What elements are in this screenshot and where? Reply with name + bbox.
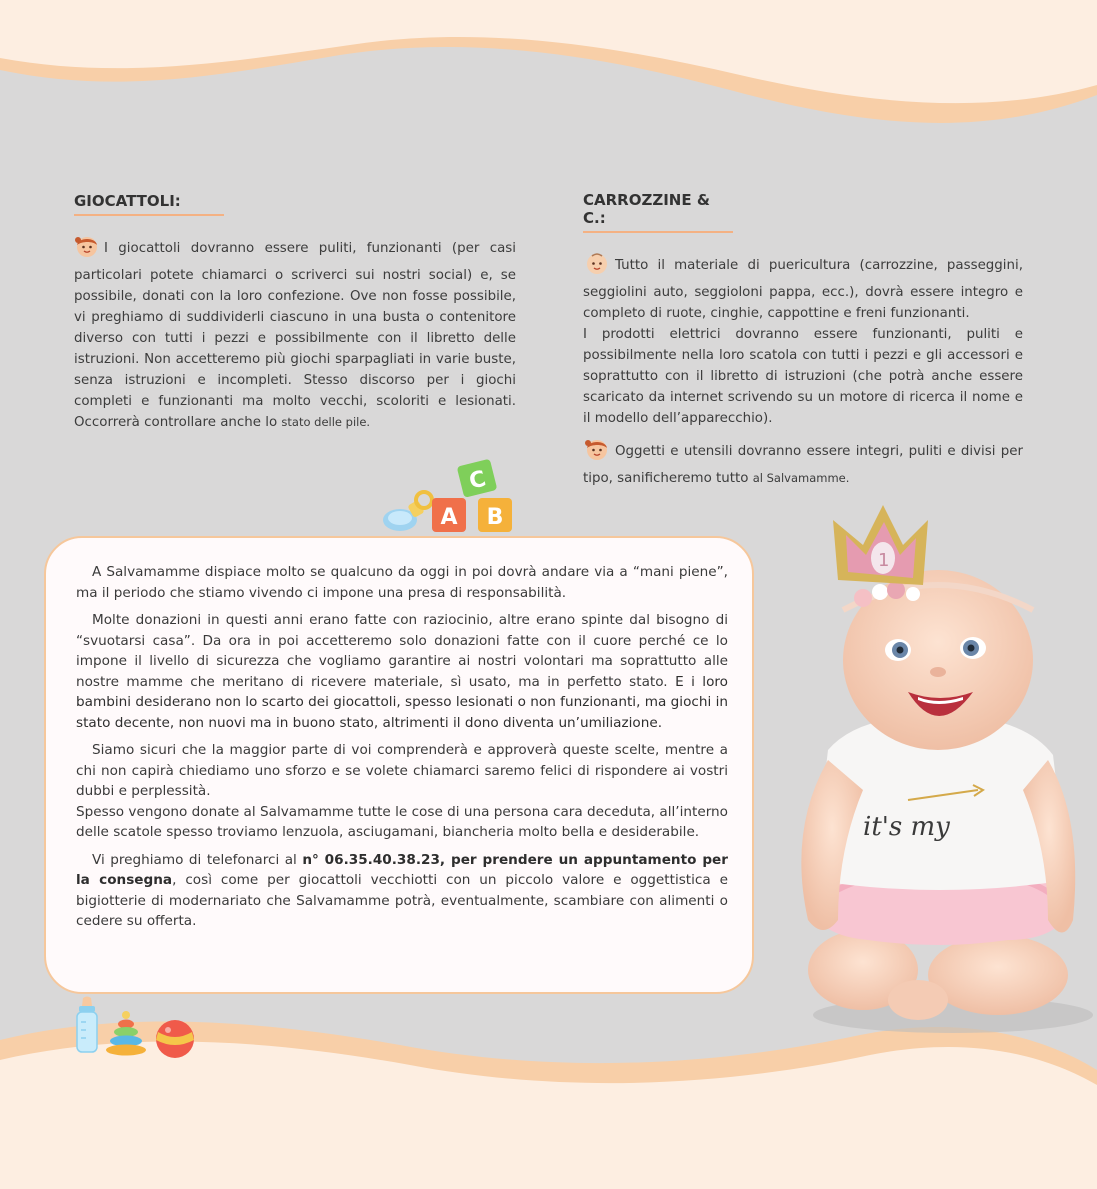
baby-bottle-icon xyxy=(72,996,102,1054)
svg-text:1: 1 xyxy=(878,550,890,571)
info-card xyxy=(44,536,754,994)
ball-icon xyxy=(154,1018,196,1060)
card-paragraph-3: Siamo sicuri che la maggior parte di voi comprenderà e approverà queste scelte, mentre a chi non capirà chiediamo uno sforzo e se volete chiamarci saremo felici di rispondere ai vostri dubbi e perplessità. xyxy=(76,742,728,799)
info-card-body xyxy=(76,562,728,939)
card-paragraph-4: Spesso vengono donate al Salvamamme tutte le cose di una persona cara deceduta, all’interno delle scatole spesso troviamo lenzuola, asciugamani, biancheria molto bella e desiderabile. xyxy=(76,803,728,840)
carrozzine-text-1: Tutto il materiale di puericultura (carrozzine, passeggini, seggiolini auto, seggioloni pappa, ecc.), dovrà essere integro e completo di ruote, cinghie, cappottine e freni funzionanti. xyxy=(583,251,1023,324)
ring-stacker-icon xyxy=(104,1010,148,1056)
carrozzine-section xyxy=(583,191,1023,489)
phone-appointment-text: n° 06.35.40.38.23, per prendere un appuntamento per la consegna xyxy=(76,851,728,888)
svg-text:it's my: it's my xyxy=(863,812,950,842)
giocattoli-section xyxy=(74,191,516,433)
baby-photo-illustration xyxy=(768,500,1097,1040)
giocattoli-text: I giocattoli dovranno essere puliti, funzionanti (per casi particolari potete chiamarci o scriverci sui nostri social) e, se possibile, donati con la loro confezione. Ove non fosse possibile, vi preghiamo di suddividerli ciascuno in una busta o contenitore diverso con tutti i pezzi e possibilmente con il libretto delle istruzioni. Non accetteremo più giochi sparpagliati in varie buste, senza istruzioni e incompleti. Stesso discorso per i giochi completi e funzionanti ma molto vecchi, scoloriti e lesionati. Occorrerà controllare anche lo stato delle pile. xyxy=(74,234,516,433)
carrozzine-heading: CARROZZINE & C.: xyxy=(583,191,733,233)
giocattoli-heading: GIOCATTOLI: xyxy=(74,192,224,216)
carrozzine-text-2: I prodotti elettrici dovranno essere funzionanti, puliti e possibilmente nella loro scatola con tutti i pezzi e gli accessori e soprattutto con il libretto di istruzioni (che potrà anche essere scaricato da internet scrivendo su un motore di ricerca il nome e il modello dell’apparecchio). xyxy=(583,327,1023,426)
card-paragraph-5: Vi preghiamo di telefonarci al n° 06.35.40.38.23, per prendere un appuntamento per la consegna, così come per giocattoli vecchiotti con un piccolo valore e oggettistica e bigiotterie di modernariato che Salvamamme potrà, eventualmente, scambiare con alimenti o cedere su offerta. xyxy=(76,851,728,929)
card-paragraph-1: A Salvamamme dispiace molto se qualcuno da oggi in poi dovrà andare via a “mani piene”, ma il periodo che stiamo vivendo ci impone una presa di responsabilità. xyxy=(76,564,728,601)
pacifier-icon xyxy=(380,488,436,534)
svg-text:B: B xyxy=(486,505,504,530)
girl-face-icon xyxy=(583,437,611,468)
carrozzine-text-3: Oggetti e utensili dovranno essere integri, puliti e divisi per tipo, sanificheremo tutto al Salvamamme. xyxy=(583,437,1023,489)
svg-text:C: C xyxy=(466,466,489,495)
abc-blocks-icon xyxy=(430,456,516,536)
baby-face-icon xyxy=(583,251,611,282)
svg-text:A: A xyxy=(440,505,458,530)
card-paragraph-2: Molte donazioni in questi anni erano fatte con raziocinio, altre erano spinte dal bisogno di “svuotarsi casa”. Da ora in poi accetteremo solo donazioni fatte con il cuore perché ce lo impone il livello di sicurezza che vogliamo garantire ai nostri volontari ma soprattutto alle nostre mamme che meritano di ricevere materiale, sì usato, ma in perfetto stato. E i loro bambini desiderano non lo scarto dei giocattoli, spesso lesionati o non funzionanti, ma giochi in stato decente, non nuovi ma in buono stato, altrimenti il dono diventa un’umiliazione. xyxy=(76,612,728,731)
girl-face-icon xyxy=(74,234,100,265)
